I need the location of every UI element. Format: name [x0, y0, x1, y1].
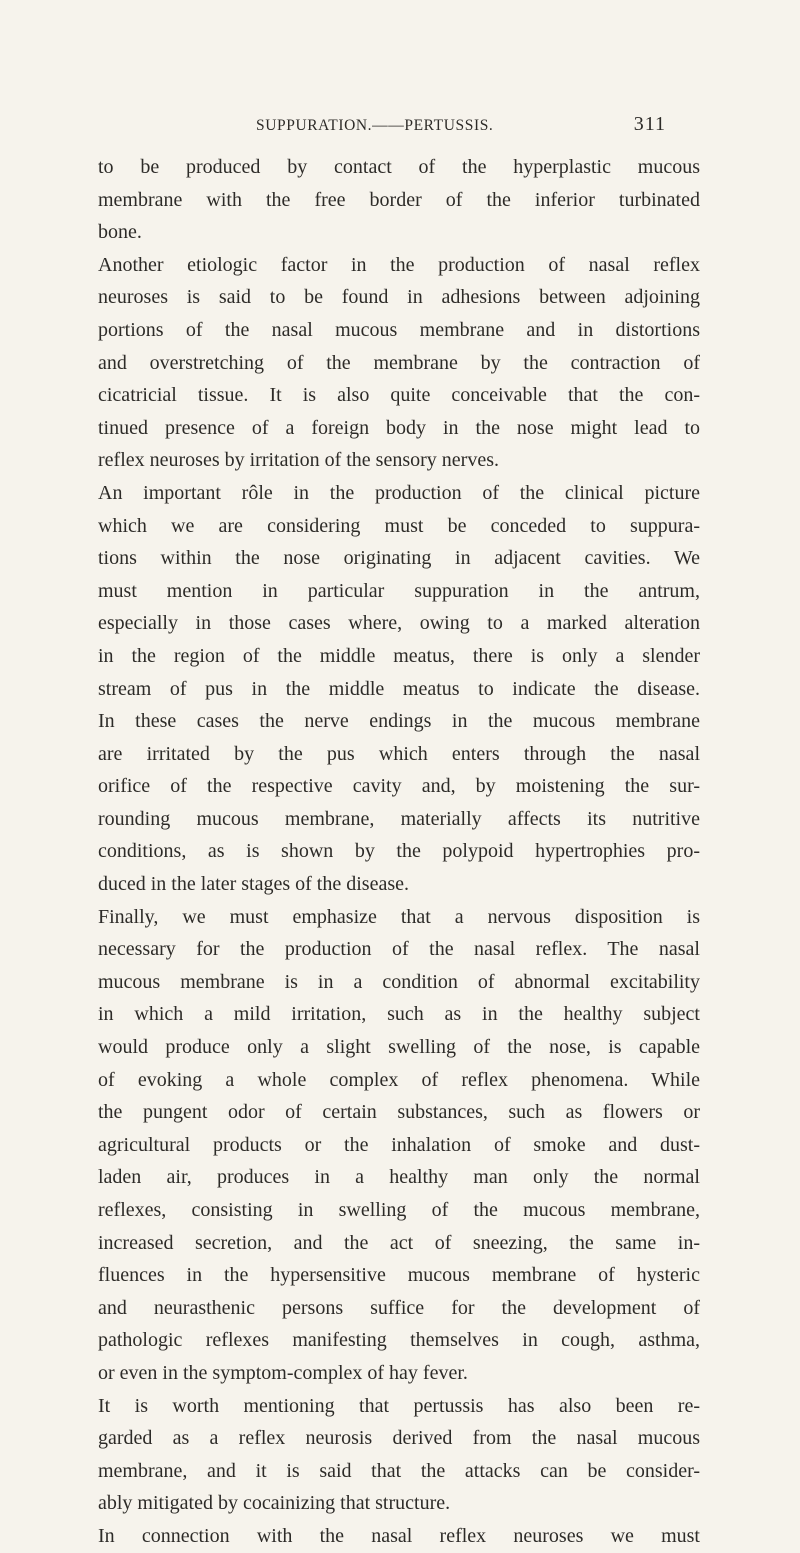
text-line: and neurasthenic persons suffice for the development of	[98, 1296, 700, 1319]
text-line: conditions, as is shown by the polypoid hypertrophies pro-	[98, 840, 700, 863]
text-line: ably mitigated by cocainizing that structure.	[98, 1492, 451, 1515]
text-line: the pungent odor of certain substances, such as flowers or	[98, 1101, 700, 1124]
text-line: laden air, produces in a healthy man only the normal	[98, 1166, 700, 1189]
text-line: It is worth mentioning that pertussis has also been re-	[98, 1394, 700, 1417]
text-line: necessary for the production of the nasal reflex. The nasal	[98, 938, 700, 961]
text-line: bone.	[98, 221, 142, 244]
text-line: especially in those cases where, owing to a marked alteration	[98, 612, 700, 635]
running-head	[256, 113, 666, 137]
text-line: are irritated by the pus which enters through the nasal	[98, 742, 700, 765]
text-line: pathologic reflexes manifesting themselves in cough, asthma,	[98, 1329, 700, 1352]
text-line: in which a mild irritation, such as in the healthy subject	[98, 1003, 700, 1026]
text-line: membrane with the free border of the inferior turbinated	[98, 188, 700, 211]
text-line: of evoking a whole complex of reflex phenomena. While	[98, 1068, 700, 1091]
text-line: in the region of the middle meatus, there is only a slender	[98, 644, 700, 667]
text-line: reflexes, consisting in swelling of the mucous membrane,	[98, 1199, 700, 1221]
text-line: neuroses is said to be found in adhesions between adjoining	[98, 286, 700, 309]
body-text	[98, 151, 700, 1553]
text-line: cicatricial tissue. It is also quite conceivable that the con-	[98, 384, 700, 407]
text-line: fluences in the hypersensitive mucous membrane of hysteric	[98, 1264, 700, 1287]
text-line: Another etiologic factor in the production of nasal reflex	[98, 253, 700, 276]
text-line: which we are considering must be conceded to suppura-	[98, 514, 700, 537]
text-line: Finally, we must emphasize that a nervous disposition is	[98, 905, 700, 928]
text-line: or even in the symptom-complex of hay fever.	[98, 1361, 468, 1384]
running-head-title: SUPPURATION.——PERTUSSIS.	[256, 117, 494, 134]
text-line: mucous membrane is in a condition of abnormal excitability	[98, 970, 700, 993]
text-line: reflex neuroses by irritation of the sensory nerves.	[98, 449, 499, 472]
page-number: 311	[633, 113, 666, 135]
text-line: In connection with the nasal reflex neuroses we must	[98, 1524, 700, 1547]
text-line: stream of pus in the middle meatus to indicate the disease.	[98, 677, 700, 700]
text-line: In these cases the nerve endings in the mucous membrane	[98, 710, 700, 733]
text-line: rounding mucous membrane, materially affects its nutritive	[98, 807, 700, 830]
text-line: duced in the later stages of the disease.	[98, 873, 409, 896]
text-line: orifice of the respective cavity and, by moistening the sur-	[98, 775, 700, 798]
text-line: agricultural products or the inhalation of smoke and dust-	[98, 1133, 700, 1156]
text-line: tinued presence of a foreign body in the nose might lead to	[98, 416, 700, 439]
text-line: portions of the nasal mucous membrane and in distortions	[98, 318, 700, 341]
text-line: must mention in particular suppuration in the antrum,	[98, 579, 700, 602]
text-line: increased secretion, and the act of sneezing, the same in-	[98, 1231, 700, 1254]
text-line: and overstretching of the membrane by the contraction of	[98, 351, 700, 374]
text-line: would produce only a slight swelling of the nose, is capable	[98, 1036, 700, 1059]
text-line: tions within the nose originating in adjacent cavities. We	[98, 547, 700, 570]
text-line: to be produced by contact of the hyperplastic mucous	[98, 156, 700, 178]
text-line: garded as a reflex neurosis derived from the nasal mucous	[98, 1427, 700, 1450]
text-line: membrane, and it is said that the attacks can be consider-	[98, 1459, 700, 1482]
text-line: An important rôle in the production of the clinical picture	[98, 481, 700, 504]
